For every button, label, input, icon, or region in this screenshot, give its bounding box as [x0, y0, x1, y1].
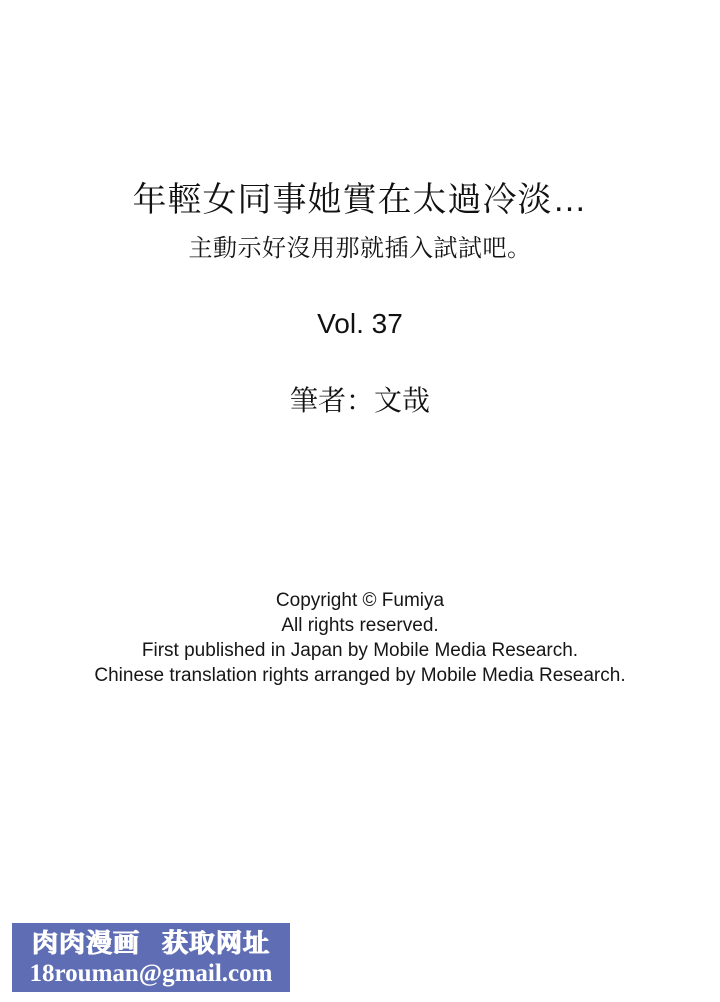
series-subtitle: 主動示好沒用那就插入試試吧。: [188, 235, 532, 262]
copyright-line-translation: Chinese translation rights arranged by Mobile Media Research.: [94, 665, 626, 686]
watermark-email: 18rouman@gmail.com: [29, 959, 273, 987]
watermark-title-row: [32, 927, 270, 959]
author-line: 筆者：文哉: [289, 385, 430, 416]
copyright-block: [0, 588, 720, 688]
copyright-line-rights: All rights reserved.: [281, 615, 439, 636]
watermark-banner: [12, 923, 290, 992]
watermark-site-name: 肉肉漫画: [31, 927, 140, 958]
copyright-line-holder: Copyright © Fumiya: [275, 590, 445, 611]
series-title: 年輕女同事她實在太過冷淡…: [132, 181, 588, 219]
copyright-line-publisher: First published in Japan by Mobile Media Research.: [141, 640, 579, 661]
volume-number: Vol. 37: [317, 308, 403, 339]
watermark-cta-text: 获取网址: [162, 927, 271, 958]
